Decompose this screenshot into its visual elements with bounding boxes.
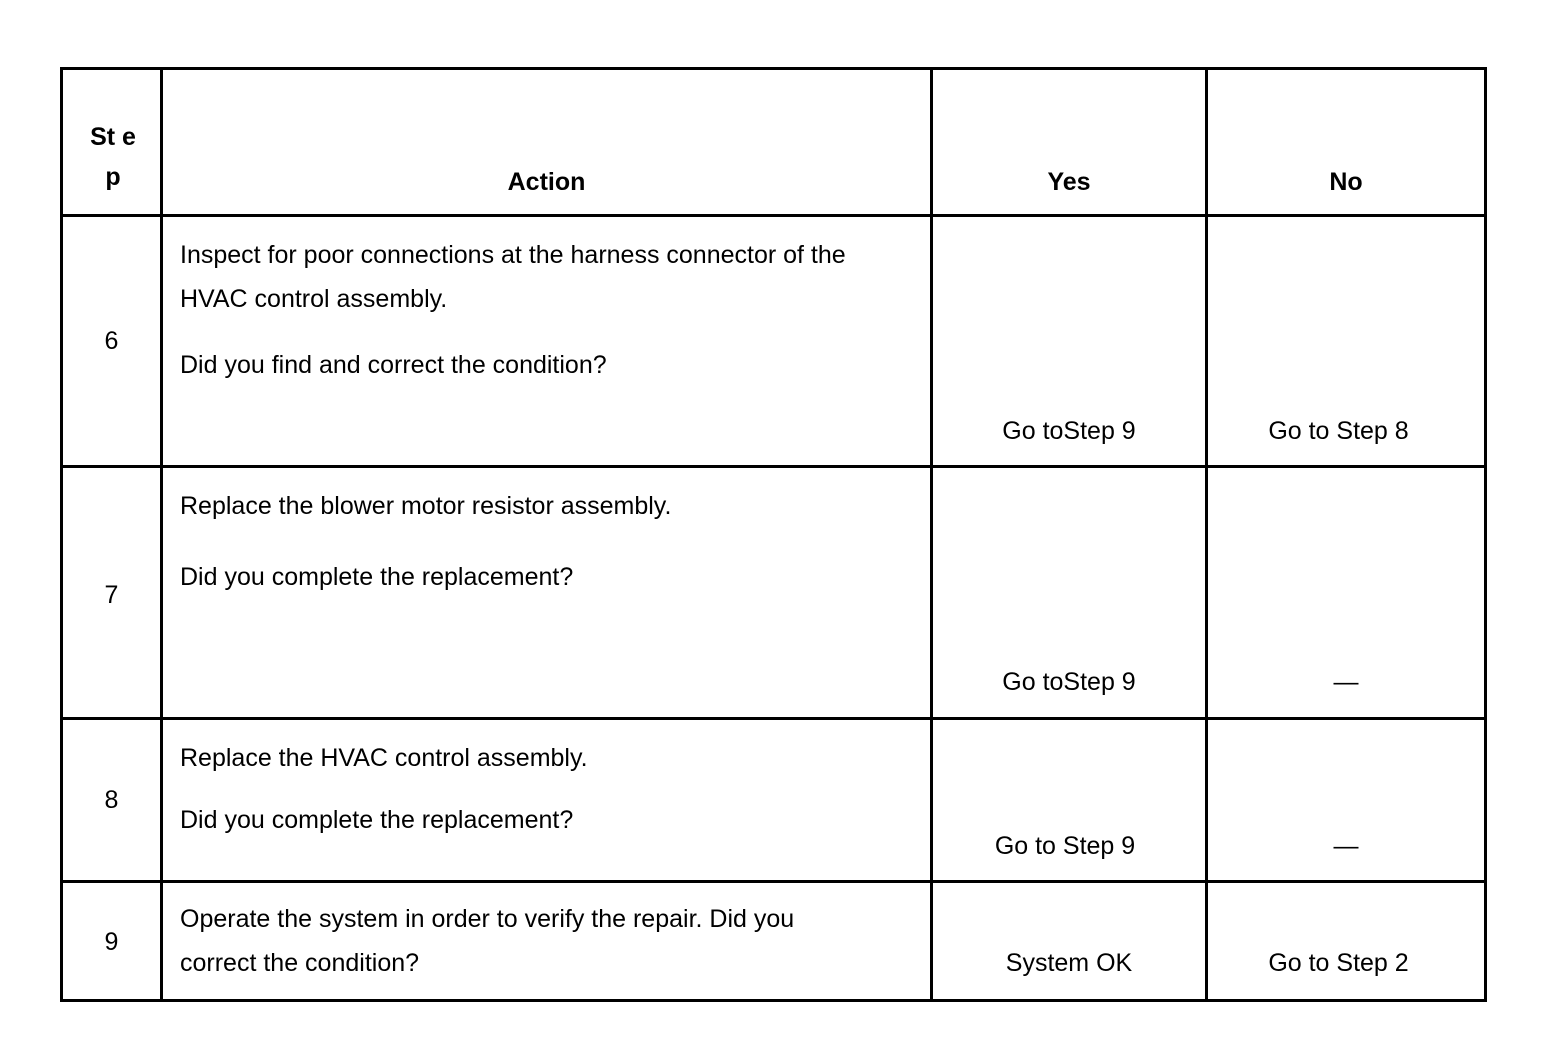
action-question: Did you complete the replacement? (180, 806, 574, 834)
no-result: — (1333, 832, 1359, 860)
no-result: Go to Step 2 (1268, 949, 1409, 977)
no-cell (1207, 882, 1486, 1001)
yes-result: Go toStep 9 (1002, 417, 1136, 445)
step-cell (62, 719, 162, 882)
header-action (162, 69, 932, 216)
table-header-row (62, 69, 1486, 216)
action-instruction: Replace the blower motor resistor assembly. (180, 492, 672, 520)
action-instruction: Inspect for poor connections at the harness connector of the HVAC control assembly. (180, 241, 846, 313)
diagnostic-table (60, 67, 1487, 1002)
step-number: 9 (104, 928, 119, 956)
no-result: Go to Step 8 (1268, 417, 1409, 445)
action-text (180, 233, 890, 387)
header-action-label: Action (507, 168, 586, 197)
step-number: 6 (104, 327, 119, 355)
action-cell (162, 216, 932, 467)
action-instruction: Replace the HVAC control assembly. (180, 744, 588, 772)
no-cell (1207, 467, 1486, 719)
action-instruction: Operate the system in order to verify the repair. Did you correct the condition? (180, 905, 795, 977)
yes-result: Go toStep 9 (1002, 668, 1136, 696)
yes-cell (932, 882, 1207, 1001)
yes-cell (932, 467, 1207, 719)
step-cell (62, 467, 162, 719)
action-cell (162, 882, 932, 1001)
table-row (62, 467, 1486, 719)
yes-result: Go to Step 9 (994, 832, 1136, 860)
action-cell (162, 719, 932, 882)
step-number: 7 (104, 581, 119, 609)
step-number: 8 (104, 786, 119, 814)
no-cell (1207, 719, 1486, 882)
header-yes-label: Yes (1047, 168, 1091, 197)
header-yes (932, 69, 1207, 216)
action-cell (162, 467, 932, 719)
header-step (62, 69, 162, 216)
step-cell (62, 882, 162, 1001)
action-question: Did you find and correct the condition? (180, 351, 607, 379)
header-no (1207, 69, 1486, 216)
no-result: — (1333, 668, 1359, 696)
yes-cell (932, 719, 1207, 882)
yes-cell (932, 216, 1207, 467)
action-question: Did you complete the replacement? (180, 563, 574, 591)
action-text (180, 736, 890, 842)
header-step-label: St ep (90, 123, 136, 191)
table-row (62, 719, 1486, 882)
no-cell (1207, 216, 1486, 467)
table-row (62, 216, 1486, 467)
yes-result: System OK (1005, 949, 1133, 977)
step-cell (62, 216, 162, 467)
header-no-label: No (1329, 168, 1363, 197)
table-row (62, 882, 1486, 1001)
diagnostic-table-wrapper (60, 67, 1487, 1002)
action-text (180, 897, 855, 985)
action-text (180, 484, 890, 599)
